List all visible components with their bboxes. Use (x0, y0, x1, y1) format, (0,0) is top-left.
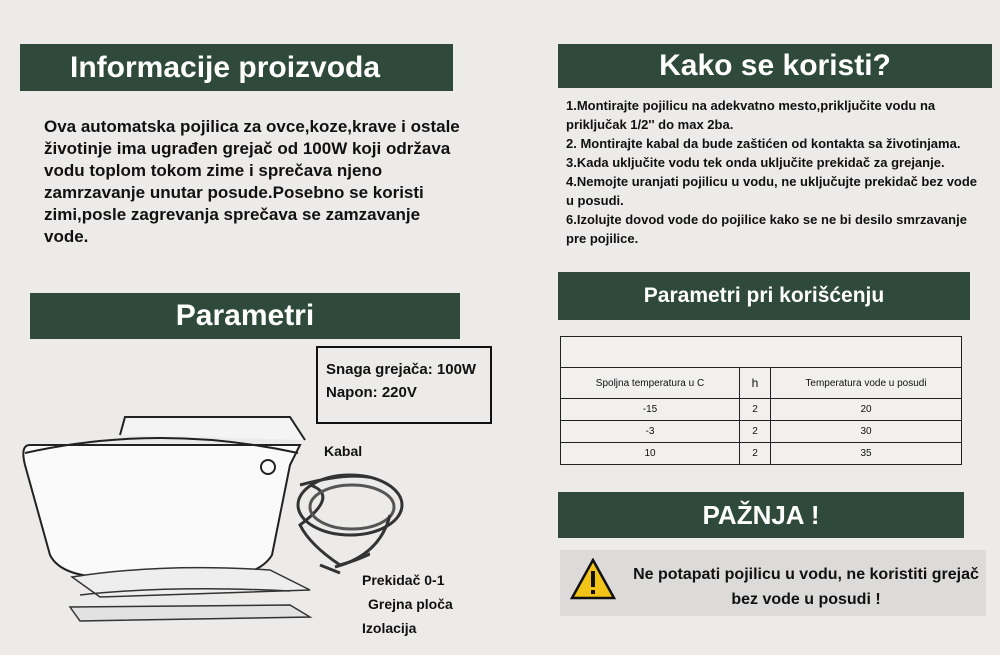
warning-text: Ne potapati pojilicu u vodu, ne koristiti grejač bez vode u posudi ! (633, 566, 979, 608)
table-cell: -15 (561, 399, 740, 421)
label-plate: Grejna ploča (368, 596, 453, 612)
table-cell: 10 (561, 443, 740, 465)
label-cable: Kabal (324, 443, 363, 459)
usage-params-banner (558, 272, 970, 320)
table-row (561, 399, 962, 421)
table-header: h (740, 368, 771, 399)
label-switch: Prekidač 0-1 (362, 572, 445, 588)
step-item: 6.Izolujte dovod vode do pojilice kako se ne bi desilo smrzavanje pre pojilice. (566, 212, 967, 246)
usage-title-banner (558, 44, 992, 88)
power-spec: Snaga grejača: 100W (326, 361, 477, 378)
table-cell: 2 (740, 443, 771, 465)
step-item: 2. Montirajte kabal da bude zaštićen od kontakta sa životinjama. (566, 136, 961, 151)
usage-steps (566, 96, 986, 248)
product-description: Ova automatska pojilica za ovce,koze,krave i ostale životinje ima ugrađen grejač od 100W koji održava vodu toplom tokom zime i sprečava njeno zamrzavanje unutar posude.Posebno se koristi zimi,posle zagrevanja sprečava se zamzavanje vode. (44, 117, 460, 246)
table-cell: 2 (740, 399, 771, 421)
table-header: Temperatura vode u posudi (771, 368, 962, 399)
param-title-banner (30, 293, 460, 339)
label-insulation: Izolacija (362, 620, 417, 636)
table-row (561, 443, 962, 465)
usage-title: Kako se koristi? (659, 49, 891, 82)
warning-icon (570, 558, 616, 600)
step-item: 1.Montirajte pojilicu na adekvatno mesto,priključite vodu na priključak 1/2'' do max 2ba. (566, 98, 936, 132)
table-row (561, 421, 962, 443)
table-cell: 20 (771, 399, 962, 421)
warning-banner (558, 492, 964, 538)
temperature-table (560, 336, 962, 468)
table-cell: 2 (740, 421, 771, 443)
warning-title: PAŽNJA ! (702, 499, 820, 530)
info-title-banner (20, 44, 453, 91)
voltage-spec: Napon: 220V (326, 384, 417, 401)
info-title: Informacije proizvoda (70, 50, 381, 84)
table-cell: -3 (561, 421, 740, 443)
table-blank-row (561, 337, 962, 368)
step-item: 3.Kada uključite vodu tek onda uključite prekidač za grejanje. (566, 155, 945, 170)
usage-params-title: Parametri pri korišćenju (643, 284, 885, 307)
table-cell: 30 (771, 421, 962, 443)
step-item: 4.Nemojte uranjati pojilicu u vodu, ne uključujte prekidač bez vode u posudi. (566, 174, 978, 208)
table-cell: 35 (771, 443, 962, 465)
product-diagram-cable (290, 455, 420, 585)
table-header: Spoljna temperatura u C (561, 368, 740, 399)
param-title: Parametri (175, 299, 315, 332)
